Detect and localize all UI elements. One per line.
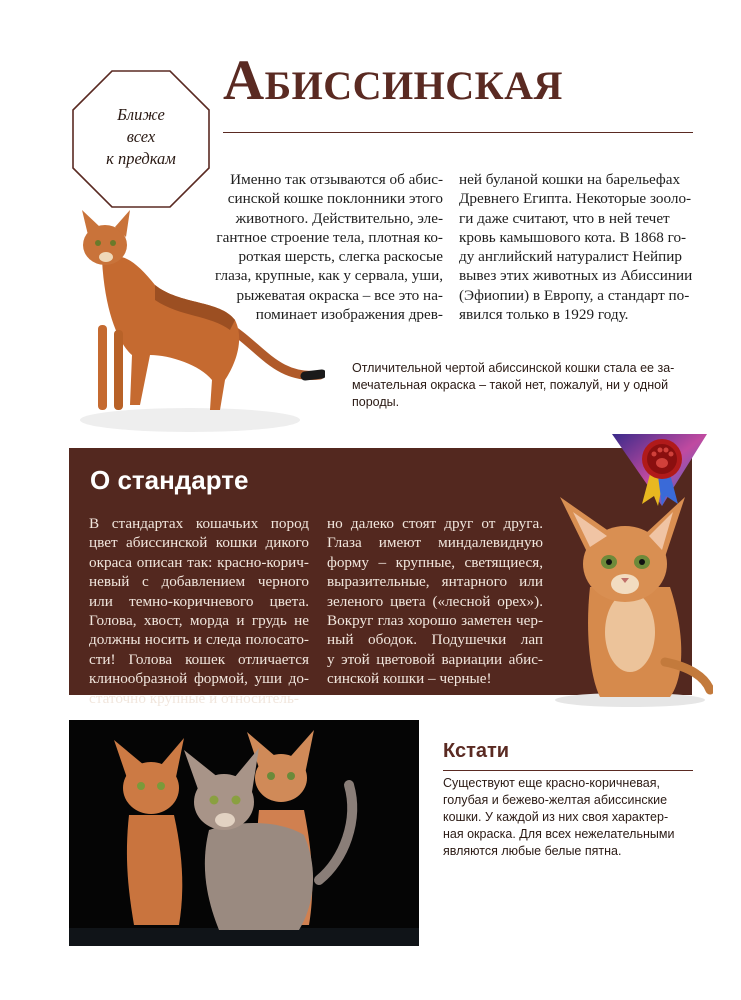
intro-line: Древнего Египта. Некоторые зооло-	[459, 190, 692, 208]
intro-line: ней буланой кошки на барельефах	[459, 171, 681, 188]
intro-line: глаза, крупные, как у сервала, уши,	[215, 267, 443, 285]
aside-title: Кстати	[443, 740, 510, 762]
intro-column-1	[199, 170, 443, 324]
standard-line: Голова, хвост, морда и грудь не	[89, 612, 309, 630]
intro-line: кровь камышового кота. В 1868 го-	[459, 228, 687, 246]
page-title: Абиссинская	[223, 49, 563, 112]
standard-line: выразительные, янтарного или	[327, 573, 543, 591]
standard-column-1	[89, 514, 309, 708]
caption-line: мечательная окраска – такой нет, пожалуй, ни у одной	[352, 378, 669, 392]
standard-line: окраса описан так: красно-корич-	[89, 553, 309, 571]
intro-line: Именно так отзываются об абис-	[230, 171, 443, 188]
standard-line: Вокруг глаз хорошо заметен чер-	[327, 612, 543, 630]
aside-line: голубая и бежево-желтая абиссинские	[443, 793, 668, 807]
standard-line: но далеко стоят друг от друга.	[327, 515, 543, 532]
standard-line: должны носить и следа полосато-	[89, 631, 309, 649]
three-kittens-illustration	[69, 720, 419, 946]
intro-line: роткая шерсть, слегка раскосые	[238, 248, 443, 266]
standard-line: форму – крупные, светящиеся,	[327, 553, 543, 571]
intro-column-2	[459, 170, 691, 324]
kitten-photo	[545, 492, 713, 710]
standard-line: невый с добавлением черного	[89, 573, 309, 591]
standard-line: статочно крупные и относитель-	[89, 689, 299, 707]
aside-line: ная окраска. Для всех нежелательными	[443, 827, 675, 841]
standard-line: цвет абиссинской кошки дикого	[89, 534, 309, 552]
aside-line: кошки. У каждой из них своя характер-	[443, 810, 669, 824]
caption-line: породы.	[352, 395, 400, 409]
intro-line: рыжеватая окраска – все это на-	[236, 286, 443, 304]
caption	[352, 360, 692, 411]
standard-line: у этой цветовой вариации абис-	[327, 650, 543, 668]
standard-line: или темно-коричневого цвета.	[89, 592, 309, 610]
aside-line: являются любые белые пятна.	[443, 844, 622, 858]
intro-line: (Эфиопии) в Европу, а стандарт по-	[459, 286, 690, 304]
three-kittens-photo	[69, 720, 419, 946]
intro-line: ги даже считают, что в ней течет	[459, 209, 670, 227]
standard-column-2	[327, 514, 543, 689]
standard-line: ный ободок. Подушечки лап	[327, 631, 543, 649]
octagon-text	[72, 104, 210, 170]
intro-line: поминает изображения древ-	[255, 306, 443, 324]
intro-line: синской кошке поклонники этого	[227, 190, 443, 208]
intro-line: животного. Действительно, эле-	[235, 209, 443, 227]
standard-line: сти! Голова кошек отличается	[89, 650, 309, 668]
intro-line: вывез этих животных из Абиссинии	[459, 267, 693, 285]
intro-line: ду английский натуралист Нейпир	[459, 248, 682, 266]
title-rule	[223, 132, 693, 133]
caption-line: Отличительной чертой абиссинской кошки стала ее за-	[352, 361, 675, 375]
intro-line: гантное строение тела, плотная ко-	[216, 228, 443, 246]
standard-line: клинообразной формой, уши до-	[89, 670, 309, 688]
standard-line: Глаза имеют миндалевидную	[327, 534, 543, 552]
aside-line: Существуют еще красно-коричневая,	[443, 776, 660, 790]
standard-line: В стандартах кошачьих пород	[89, 515, 309, 532]
octagon-line: к предкам	[106, 149, 176, 168]
aside-rule	[443, 770, 693, 771]
standard-line: зеленого цвета («лесной орех»).	[327, 592, 543, 610]
standard-section-title: О стандарте	[90, 465, 249, 495]
standard-line: синской кошки – черные!	[327, 670, 492, 688]
aside-text	[443, 775, 691, 860]
intro-line: явился только в 1929 году.	[459, 306, 629, 324]
octagon-line: всех	[126, 127, 156, 146]
octagon-line: Ближе	[117, 105, 165, 124]
